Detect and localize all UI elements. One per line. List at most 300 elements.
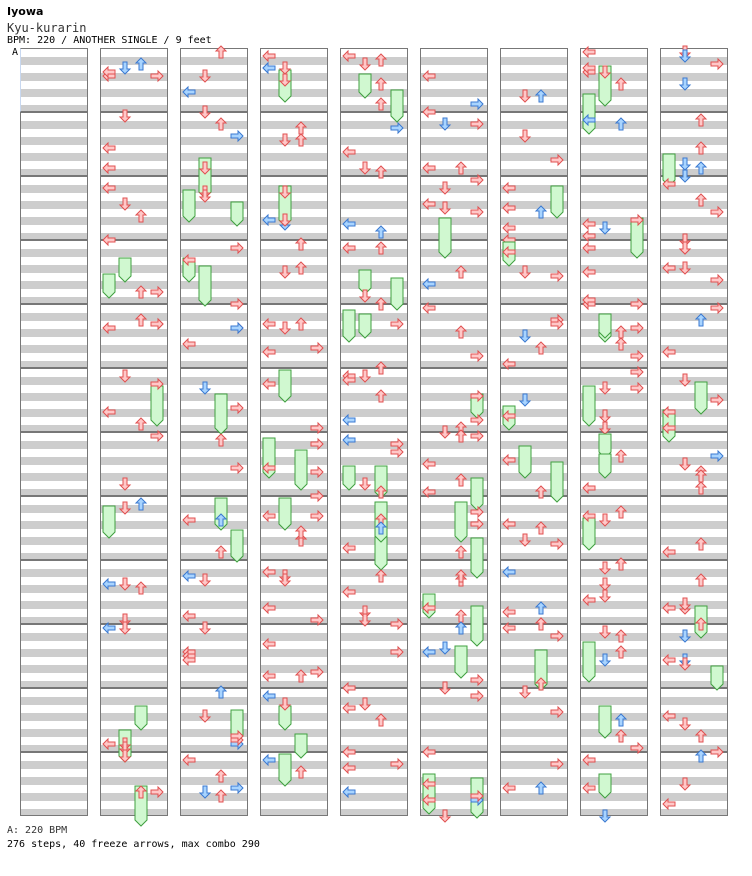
right-arrow-note xyxy=(231,131,243,141)
left-arrow-note xyxy=(663,799,675,809)
left-arrow-note xyxy=(343,763,355,773)
left-arrow-note xyxy=(183,571,195,581)
note-layer xyxy=(660,48,728,816)
left-arrow-note xyxy=(663,655,675,665)
right-arrow-note xyxy=(711,747,723,757)
down-arrow-note xyxy=(600,578,610,590)
right-arrow-note xyxy=(311,467,323,477)
right-arrow-note xyxy=(711,275,723,285)
down-arrow-note xyxy=(600,562,610,574)
up-arrow-note xyxy=(456,610,466,622)
up-arrow-note xyxy=(296,122,306,134)
up-arrow-note xyxy=(376,166,386,178)
down-arrow-note xyxy=(440,810,450,822)
freeze-arrow xyxy=(279,370,291,402)
left-arrow-note xyxy=(423,279,435,289)
up-arrow-note xyxy=(696,482,706,494)
left-arrow-note xyxy=(343,415,355,425)
left-arrow-note xyxy=(263,567,275,577)
up-arrow-note xyxy=(136,418,146,430)
left-arrow-note xyxy=(263,347,275,357)
down-arrow-note xyxy=(440,682,450,694)
right-arrow-note xyxy=(711,59,723,69)
up-arrow-note xyxy=(216,46,226,58)
left-arrow-note xyxy=(183,755,195,765)
down-arrow-note xyxy=(440,642,450,654)
freeze-arrow xyxy=(343,310,355,342)
left-arrow-note xyxy=(423,487,435,497)
bpm-segment-marker: A xyxy=(12,47,19,58)
chart-stats: 276 steps, 40 freeze arrows, max combo 290 xyxy=(7,839,260,850)
freeze-arrow xyxy=(599,314,611,338)
right-arrow-note xyxy=(151,431,163,441)
up-arrow-note xyxy=(536,90,546,102)
down-arrow-note xyxy=(280,574,290,586)
down-arrow-note xyxy=(200,710,210,722)
right-arrow-note xyxy=(551,631,563,641)
up-arrow-note xyxy=(616,646,626,658)
down-arrow-note xyxy=(520,90,530,102)
down-arrow-note xyxy=(440,182,450,194)
up-arrow-note xyxy=(616,338,626,350)
down-arrow-note xyxy=(680,50,690,62)
freeze-arrow xyxy=(263,438,275,478)
left-arrow-note xyxy=(343,243,355,253)
right-arrow-note xyxy=(471,175,483,185)
right-arrow-note xyxy=(551,271,563,281)
up-arrow-note xyxy=(456,162,466,174)
down-arrow-note xyxy=(360,478,370,490)
up-arrow-note xyxy=(536,522,546,534)
down-arrow-note xyxy=(360,614,370,626)
chart-column-5 xyxy=(340,48,408,816)
right-arrow-note xyxy=(231,403,243,413)
right-arrow-note xyxy=(151,319,163,329)
left-arrow-note xyxy=(583,755,595,765)
up-arrow-note xyxy=(296,238,306,250)
down-arrow-note xyxy=(680,658,690,670)
right-arrow-note xyxy=(391,123,403,133)
left-arrow-note xyxy=(343,787,355,797)
freeze-arrow xyxy=(119,258,131,282)
up-arrow-note xyxy=(296,766,306,778)
freeze-arrow xyxy=(471,606,483,646)
right-arrow-note xyxy=(551,707,563,717)
freeze-arrow xyxy=(359,314,371,338)
up-arrow-note xyxy=(616,630,626,642)
left-arrow-note xyxy=(423,459,435,469)
down-arrow-note xyxy=(120,198,130,210)
up-arrow-note xyxy=(216,434,226,446)
freeze-arrow xyxy=(519,446,531,478)
note-layer xyxy=(180,48,248,816)
left-arrow-note xyxy=(423,199,435,209)
left-arrow-note xyxy=(103,623,115,633)
right-arrow-note xyxy=(471,99,483,109)
up-arrow-note xyxy=(616,558,626,570)
down-arrow-note xyxy=(600,590,610,602)
freeze-arrow xyxy=(695,382,707,414)
left-arrow-note xyxy=(263,671,275,681)
left-arrow-note xyxy=(503,455,515,465)
left-arrow-note xyxy=(503,783,515,793)
left-arrow-note xyxy=(503,567,515,577)
freeze-arrow xyxy=(295,734,307,758)
left-arrow-note xyxy=(663,347,675,357)
up-arrow-note xyxy=(616,506,626,518)
right-arrow-note xyxy=(231,299,243,309)
note-layer xyxy=(100,48,168,816)
down-arrow-note xyxy=(120,502,130,514)
freeze-arrow xyxy=(295,450,307,490)
freeze-arrow xyxy=(455,646,467,678)
freeze-arrow xyxy=(663,154,675,186)
right-arrow-note xyxy=(231,463,243,473)
right-arrow-note xyxy=(231,783,243,793)
left-arrow-note xyxy=(103,163,115,173)
down-arrow-note xyxy=(360,370,370,382)
freeze-arrow xyxy=(199,266,211,306)
up-arrow-note xyxy=(376,242,386,254)
down-arrow-note xyxy=(600,654,610,666)
freeze-arrow xyxy=(135,706,147,730)
up-arrow-note xyxy=(296,526,306,538)
down-arrow-note xyxy=(200,106,210,118)
right-arrow-note xyxy=(391,439,403,449)
up-arrow-note xyxy=(376,78,386,90)
up-arrow-note xyxy=(136,58,146,70)
left-arrow-note xyxy=(343,683,355,693)
up-arrow-note xyxy=(456,570,466,582)
up-arrow-note xyxy=(616,730,626,742)
right-arrow-note xyxy=(631,299,643,309)
left-arrow-note xyxy=(183,515,195,525)
up-arrow-note xyxy=(376,570,386,582)
freeze-arrow xyxy=(455,502,467,542)
down-arrow-note xyxy=(680,718,690,730)
up-arrow-note xyxy=(696,314,706,326)
right-arrow-note xyxy=(391,647,403,657)
left-arrow-note xyxy=(503,359,515,369)
right-arrow-note xyxy=(471,351,483,361)
freeze-arrow xyxy=(583,94,595,134)
freeze-arrow xyxy=(279,498,291,530)
right-arrow-note xyxy=(711,207,723,217)
up-arrow-note xyxy=(376,390,386,402)
up-arrow-note xyxy=(376,54,386,66)
down-arrow-note xyxy=(120,110,130,122)
right-arrow-note xyxy=(471,207,483,217)
right-arrow-note xyxy=(311,511,323,521)
down-arrow-note xyxy=(120,578,130,590)
down-arrow-note xyxy=(680,158,690,170)
down-arrow-note xyxy=(120,62,130,74)
left-arrow-note xyxy=(503,183,515,193)
freeze-arrow xyxy=(439,218,451,258)
freeze-arrow xyxy=(551,186,563,218)
freeze-arrow xyxy=(103,506,115,538)
left-arrow-note xyxy=(503,519,515,529)
down-arrow-note xyxy=(520,266,530,278)
left-arrow-note xyxy=(343,543,355,553)
down-arrow-note xyxy=(600,810,610,822)
right-arrow-note xyxy=(711,451,723,461)
down-arrow-note xyxy=(440,202,450,214)
note-layer xyxy=(20,48,88,816)
chart-column-7 xyxy=(500,48,568,816)
down-arrow-note xyxy=(440,118,450,130)
right-arrow-note xyxy=(311,423,323,433)
right-arrow-note xyxy=(391,447,403,457)
down-arrow-note xyxy=(680,458,690,470)
down-arrow-note xyxy=(200,574,210,586)
right-arrow-note xyxy=(151,71,163,81)
right-arrow-note xyxy=(311,615,323,625)
left-arrow-note xyxy=(103,739,115,749)
left-arrow-note xyxy=(183,339,195,349)
left-arrow-note xyxy=(583,267,595,277)
right-arrow-note xyxy=(471,519,483,529)
down-arrow-note xyxy=(360,290,370,302)
down-arrow-note xyxy=(200,382,210,394)
up-arrow-note xyxy=(456,622,466,634)
freeze-arrow xyxy=(183,190,195,222)
left-arrow-note xyxy=(423,747,435,757)
up-arrow-note xyxy=(696,538,706,550)
up-arrow-note xyxy=(616,326,626,338)
up-arrow-note xyxy=(696,574,706,586)
right-arrow-note xyxy=(311,491,323,501)
up-arrow-note xyxy=(696,750,706,762)
up-arrow-note xyxy=(616,450,626,462)
up-arrow-note xyxy=(456,326,466,338)
left-arrow-note xyxy=(343,435,355,445)
freeze-arrow xyxy=(279,754,291,786)
down-arrow-note xyxy=(520,686,530,698)
down-arrow-note xyxy=(600,422,610,434)
down-arrow-note xyxy=(680,242,690,254)
down-arrow-note xyxy=(600,410,610,422)
note-layer xyxy=(500,48,568,816)
up-arrow-note xyxy=(536,618,546,630)
up-arrow-note xyxy=(136,582,146,594)
freeze-arrow xyxy=(551,462,563,502)
down-arrow-note xyxy=(680,374,690,386)
right-arrow-note xyxy=(471,691,483,701)
chart-column-9 xyxy=(660,48,728,816)
left-arrow-note xyxy=(583,47,595,57)
left-arrow-note xyxy=(503,203,515,213)
up-arrow-note xyxy=(536,782,546,794)
left-arrow-note xyxy=(103,183,115,193)
left-arrow-note xyxy=(263,51,275,61)
freeze-arrow xyxy=(151,386,163,426)
freeze-arrow xyxy=(103,274,115,298)
note-layer xyxy=(260,48,328,816)
left-arrow-note xyxy=(343,703,355,713)
down-arrow-note xyxy=(120,370,130,382)
right-arrow-note xyxy=(551,759,563,769)
left-arrow-note xyxy=(343,219,355,229)
up-arrow-note xyxy=(536,206,546,218)
left-arrow-note xyxy=(503,223,515,233)
down-arrow-note xyxy=(520,130,530,142)
up-arrow-note xyxy=(696,470,706,482)
up-arrow-note xyxy=(456,266,466,278)
down-arrow-note xyxy=(440,426,450,438)
left-arrow-note xyxy=(423,71,435,81)
chart-column-8 xyxy=(580,48,648,816)
left-arrow-note xyxy=(583,219,595,229)
freeze-arrow xyxy=(583,518,595,550)
right-arrow-note xyxy=(631,351,643,361)
right-arrow-note xyxy=(631,367,643,377)
left-arrow-note xyxy=(583,243,595,253)
up-arrow-note xyxy=(136,210,146,222)
down-arrow-note xyxy=(520,394,530,406)
left-arrow-note xyxy=(343,747,355,757)
freeze-arrow xyxy=(599,706,611,738)
up-arrow-note xyxy=(696,114,706,126)
up-arrow-note xyxy=(696,162,706,174)
left-arrow-note xyxy=(423,107,435,117)
left-arrow-note xyxy=(583,483,595,493)
down-arrow-note xyxy=(600,382,610,394)
freeze-arrow xyxy=(391,278,403,310)
up-arrow-note xyxy=(216,546,226,558)
up-arrow-note xyxy=(616,78,626,90)
left-arrow-note xyxy=(343,587,355,597)
right-arrow-note xyxy=(471,431,483,441)
left-arrow-note xyxy=(663,603,675,613)
freeze-arrow xyxy=(343,466,355,490)
note-layer xyxy=(420,48,488,816)
down-arrow-note xyxy=(520,534,530,546)
up-arrow-note xyxy=(376,714,386,726)
up-arrow-note xyxy=(136,286,146,298)
left-arrow-note xyxy=(263,639,275,649)
up-arrow-note xyxy=(296,134,306,146)
down-arrow-note xyxy=(600,626,610,638)
down-arrow-note xyxy=(600,514,610,526)
freeze-arrow xyxy=(359,74,371,98)
chart-column-4 xyxy=(260,48,328,816)
freeze-arrow xyxy=(215,394,227,434)
left-arrow-note xyxy=(263,691,275,701)
down-arrow-note xyxy=(280,266,290,278)
right-arrow-note xyxy=(231,323,243,333)
up-arrow-note xyxy=(696,730,706,742)
left-arrow-note xyxy=(423,303,435,313)
right-arrow-note xyxy=(151,787,163,797)
down-arrow-note xyxy=(680,598,690,610)
artist-name: Iyowa xyxy=(7,5,44,18)
left-arrow-note xyxy=(503,607,515,617)
up-arrow-note xyxy=(136,314,146,326)
note-layer xyxy=(580,48,648,816)
up-arrow-note xyxy=(536,342,546,354)
up-arrow-note xyxy=(696,194,706,206)
right-arrow-note xyxy=(631,383,643,393)
up-arrow-note xyxy=(696,142,706,154)
freeze-arrow xyxy=(583,642,595,682)
left-arrow-note xyxy=(263,379,275,389)
left-arrow-note xyxy=(263,63,275,73)
left-arrow-note xyxy=(103,407,115,417)
right-arrow-note xyxy=(391,619,403,629)
left-arrow-note xyxy=(583,595,595,605)
right-arrow-note xyxy=(391,319,403,329)
freeze-arrow xyxy=(471,538,483,578)
up-arrow-note xyxy=(136,498,146,510)
left-arrow-note xyxy=(583,783,595,793)
left-arrow-note xyxy=(663,711,675,721)
down-arrow-note xyxy=(680,78,690,90)
up-arrow-note xyxy=(296,670,306,682)
up-arrow-note xyxy=(216,118,226,130)
chart-meta: BPM: 220 / ANOTHER SINGLE / 9 feet xyxy=(7,35,212,46)
right-arrow-note xyxy=(711,395,723,405)
bpm-summary: A: 220 BPM xyxy=(7,825,68,836)
up-arrow-note xyxy=(616,714,626,726)
left-arrow-note xyxy=(503,623,515,633)
right-arrow-note xyxy=(551,539,563,549)
left-arrow-note xyxy=(263,319,275,329)
up-arrow-note xyxy=(216,790,226,802)
down-arrow-note xyxy=(360,698,370,710)
left-arrow-note xyxy=(263,215,275,225)
right-arrow-note xyxy=(391,759,403,769)
up-arrow-note xyxy=(456,546,466,558)
right-arrow-note xyxy=(711,303,723,313)
down-arrow-note xyxy=(200,622,210,634)
down-arrow-note xyxy=(600,222,610,234)
up-arrow-note xyxy=(296,262,306,274)
freeze-arrow xyxy=(471,478,483,510)
right-arrow-note xyxy=(311,667,323,677)
right-arrow-note xyxy=(151,287,163,297)
right-arrow-note xyxy=(551,155,563,165)
up-arrow-note xyxy=(376,298,386,310)
freeze-arrow xyxy=(599,454,611,478)
left-arrow-note xyxy=(103,235,115,245)
down-arrow-note xyxy=(520,330,530,342)
up-arrow-note xyxy=(376,98,386,110)
down-arrow-note xyxy=(200,70,210,82)
freeze-arrow xyxy=(631,218,643,258)
right-arrow-note xyxy=(311,343,323,353)
chart-column-1 xyxy=(20,48,88,816)
down-arrow-note xyxy=(120,478,130,490)
left-arrow-note xyxy=(263,603,275,613)
down-arrow-note xyxy=(280,322,290,334)
right-arrow-note xyxy=(471,675,483,685)
up-arrow-note xyxy=(376,226,386,238)
left-arrow-note xyxy=(423,647,435,657)
note-layer xyxy=(340,48,408,816)
left-arrow-note xyxy=(343,147,355,157)
up-arrow-note xyxy=(616,118,626,130)
down-arrow-note xyxy=(360,58,370,70)
chart-column-6 xyxy=(420,48,488,816)
down-arrow-note xyxy=(680,778,690,790)
left-arrow-note xyxy=(423,163,435,173)
freeze-arrow xyxy=(423,774,435,814)
freeze-arrow xyxy=(583,386,595,426)
down-arrow-note xyxy=(360,162,370,174)
right-arrow-note xyxy=(631,323,643,333)
down-arrow-note xyxy=(680,262,690,274)
